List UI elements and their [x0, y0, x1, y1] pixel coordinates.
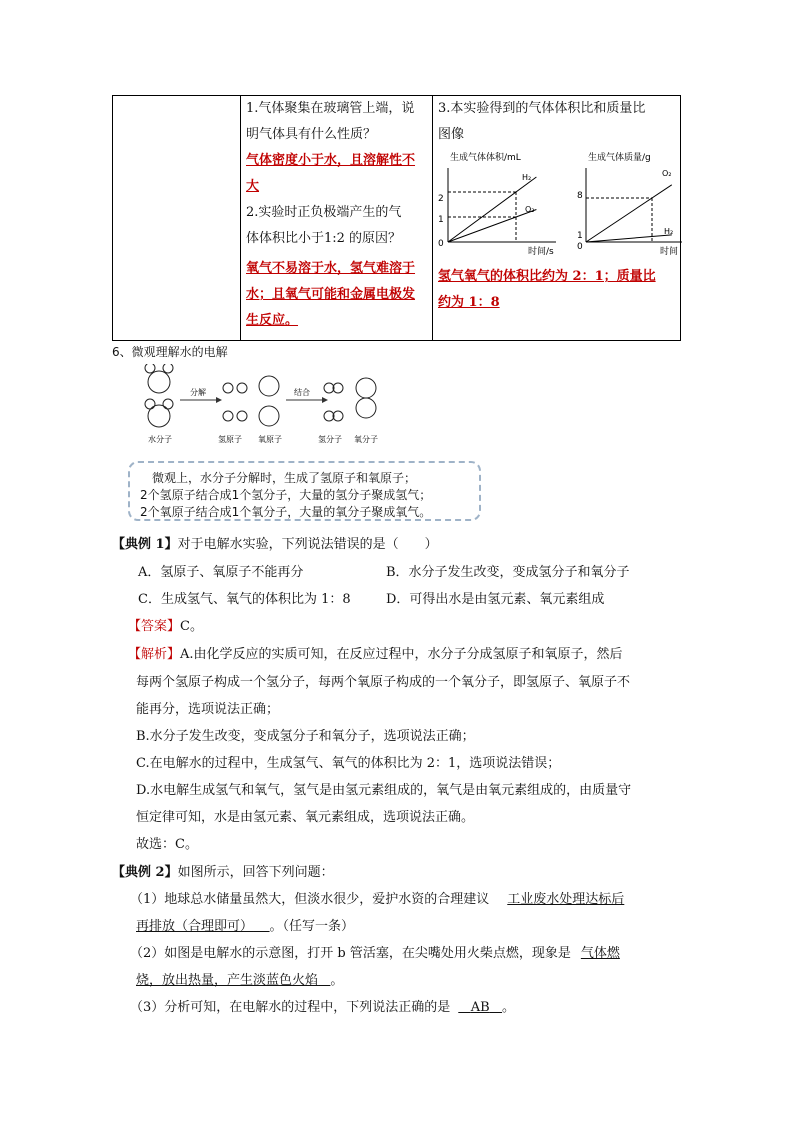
hydrogen-atoms-icon [223, 383, 247, 421]
analysis-line: B.水分子发生改变，变成氢分子和氧分子，选项说法正确； [136, 729, 475, 744]
a1-line: 大 [246, 179, 260, 194]
table-divider [240, 96, 241, 340]
chart2-tick: 1 [577, 231, 583, 241]
option-a: A．氢原子、氧原子不能再分 [138, 565, 304, 580]
example2-label: 【典例 2】 [112, 865, 178, 880]
chart2-legend-h2: H₂ [664, 227, 674, 236]
water-molecule-icon [145, 364, 173, 393]
option-b: B．水分子发生改变，变成氢分子和氧分子 [386, 565, 630, 580]
analysis-line: C.在电解水的过程中，生成氢气、氧气的体积比为 2：1，选项说法错误； [136, 756, 561, 771]
chart2-tick: 0 [577, 242, 583, 252]
analysis-line: 能再分，选项说法正确； [136, 702, 280, 717]
label-oxygen-molecule: 氧分子 [354, 435, 378, 444]
q2-line: 2.实验时正负极端产生的气 [246, 205, 402, 220]
label-hydrogen-atom: 氢原子 [218, 435, 242, 444]
q2-line [136, 971, 343, 991]
q3-tail: 。 [502, 1000, 516, 1015]
chart1-series-o2 [448, 210, 536, 243]
q3-line: 图像 [438, 127, 465, 142]
chart2-series-o2 [586, 185, 672, 242]
analysis-line: 恒定律可知，水是由氢元素、氧元素组成，选项说法正确。 [136, 810, 475, 825]
q2-text: （2）如图是电解水的示意图，打开 b 管活塞，在尖嘴处用火柴点燃，现象是 [130, 946, 571, 961]
option-d: D．可得出水是由氢元素、氧元素组成 [386, 592, 605, 607]
example2-question: 如图所示，回答下列问题： [177, 865, 334, 880]
chart2-legend-o2: O₂ [662, 169, 672, 178]
chart2-series-h2 [586, 235, 672, 242]
arrow2-label: 结合 [294, 388, 310, 397]
q2-tail: 。 [330, 973, 344, 988]
chart2-tick: 8 [577, 191, 583, 201]
chart1-legend-h2: H₂ [522, 173, 532, 182]
chart1-tick: 0 [438, 239, 444, 249]
q3-line [130, 998, 515, 1018]
example2-title [112, 863, 334, 883]
a2-line: 生反应。 [246, 313, 299, 328]
label-water-molecule: 水分子 [148, 435, 172, 444]
example1-title [112, 535, 438, 555]
q2-answer: 气体燃 [580, 946, 620, 961]
chart1-tick: 1 [438, 215, 444, 225]
example1-question: 对于电解水实验，下列说法错误的是（ ） [177, 537, 438, 552]
summary-line: 2个氢原子结合成1个氢分子，大量的氢分子聚成氢气； [140, 488, 432, 502]
q3-answer: AB [470, 1000, 490, 1015]
q2-answer: 烧，放出热量，产生淡蓝色火焰 [136, 973, 319, 988]
mass-chart [576, 148, 686, 258]
summary-line: 微观上，水分子分解时，生成了氢原子和氧原子； [152, 471, 417, 485]
chart1-tick: 2 [438, 194, 444, 204]
q1-line [130, 890, 624, 910]
q1-line [136, 917, 354, 937]
electrolysis-micro-diagram [140, 364, 380, 446]
summary-line: 2个氧原子结合成1个氧分子，大量的氧分子聚成氧气。 [140, 505, 432, 519]
q2-line: 体体积比小于1:2 的原因？ [246, 231, 402, 246]
answer-line [128, 617, 203, 637]
chart2-xlabel: 时间 [660, 247, 679, 257]
summary-box [128, 461, 481, 521]
analysis-line: D.水电解生成氢气和氧气，氢气是由氢元素组成的，氧气是由氧元素组成的，由质量守 [136, 783, 632, 798]
label-hydrogen-molecule: 氢分子 [318, 435, 342, 444]
q3-text: （3）分析可知，在电解水的过程中，下列说法正确的是 [130, 1000, 451, 1015]
q1-line: 1.气体聚集在玻璃管上端，说 [246, 101, 415, 116]
option-c: C．生成氢气、氧气的体积比为 1：8 [138, 592, 351, 607]
table-divider [432, 96, 433, 340]
chart1-xlabel: 时间/s [528, 247, 554, 257]
a2-line: 水；且氧气可能和金属电极发 [246, 287, 416, 302]
a3-line: 约为 1：8 [438, 295, 500, 310]
arrow-head-icon [322, 397, 328, 403]
a2-line: 氧气不易溶于水，氢气难溶于 [246, 261, 416, 276]
oxygen-molecule-icon [356, 378, 376, 418]
analysis-line [128, 645, 623, 665]
analysis-line: 每两个氢原子构成一个氢分子，每两个氧原子构成的一个氧分子，即氢原子、氧原子不 [136, 675, 631, 690]
q1-answer: 工业废水处理达标后 [507, 892, 625, 907]
analysis-label: 【解析】 [128, 647, 181, 662]
volume-chart [436, 148, 566, 258]
a3-line: 氢气氧气的体积比约为 2：1；质量比 [438, 269, 656, 284]
arrow-head-icon [216, 397, 222, 403]
chart1-ylabel: 生成气体体积/mL [450, 153, 521, 163]
a1-line: 气体密度小于水，且溶解性不 [246, 153, 416, 168]
label-oxygen-atom: 氧原子 [258, 435, 282, 444]
answer-label: 【答案】 [128, 619, 181, 634]
q1-text: （1）地球总水储量虽然大，但淡水很少，爱护水资的合理建议 [130, 892, 490, 907]
water-molecule-icon [145, 399, 173, 427]
chart2-ylabel: 生成气体质量/g [588, 153, 651, 163]
hydrogen-molecules-icon [324, 383, 343, 421]
chart1-series-h2 [448, 177, 536, 242]
chart1-legend-o2: O₂ [525, 205, 535, 214]
q1-line: 明气体具有什么性质？ [246, 127, 377, 142]
q2-line [130, 944, 620, 964]
section6-heading: 6、微观理解水的电解 [112, 345, 228, 359]
oxygen-atoms-icon [259, 376, 279, 426]
analysis-text: A.由化学反应的实质可知，在反应过程中，水分子分成氢原子和氧原子，然后 [180, 647, 623, 662]
q1-tail: 。（任写一条） [269, 919, 355, 934]
analysis-line: 故选：C。 [136, 837, 198, 852]
arrow1-label: 分解 [190, 388, 206, 397]
q1-answer: 再排放（合理即可） [136, 919, 254, 934]
example1-label: 【典例 1】 [112, 537, 178, 552]
q3-line: 3.本实验得到的气体体积比和质量比 [438, 101, 646, 116]
answer-value: C。 [180, 619, 203, 634]
